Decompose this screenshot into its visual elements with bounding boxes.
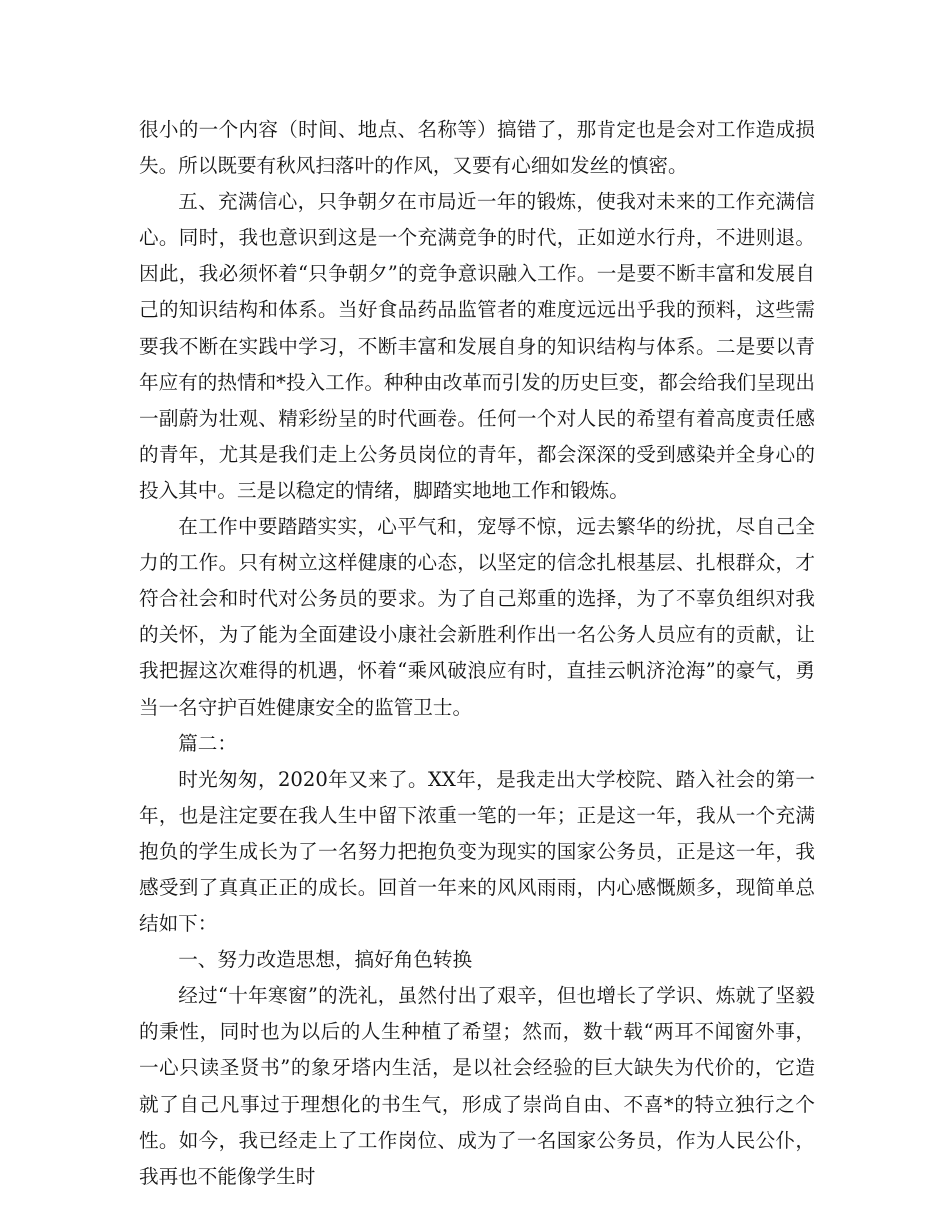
paragraph-continuation: 很小的一个内容（时间、地点、名称等）搞错了，那肯定也是会对工作造成损失。所以既要有秋风扫落叶的作风，又要有心细如发丝的慎密。 (139, 118, 815, 178)
section-heading-role-change: 一、努力改造思想，搞好角色转换 (178, 948, 473, 972)
document-body (139, 112, 815, 1195)
section-heading-part-two: 篇二： (178, 731, 237, 755)
paragraph-year-review: 时光匆匆，2020年又来了。XX年，是我走出大学校院、踏入社会的第一年，也是注定要在我人生中留下浓重一笔的一年；正是这一年，我从一个充满抱负的学生成长为了一名努力把抱负变为现实的国家公务员，正是这一年，我感受到了真真正正的成长。回首一年来的风风雨雨，内心感慨颇多，现简单总结如下： (139, 767, 815, 936)
paragraph-section-five: 五、充满信心，只争朝夕在市局近一年的锻炼，使我对未来的工作充满信心。同时，我也意识到这是一个充满竞争的时代，正如逆水行舟，不进则退。因此，我必须怀着“只争朝夕”的竞争意识融入工作。一是要不断丰富和发展自己的知识结构和体系。当好食品药品监管者的难度远远出乎我的预料，这些需要我不断在实践中学习，不断丰富和发展自身的知识结构与体系。二是要以青年应有的热情和*投入工作。种种由改革而引发的历史巨变，都会给我们呈现出一副蔚为壮观、精彩纷呈的时代画卷。任何一个对人民的希望有着高度责任感的青年，尤其是我们走上公务员岗位的青年，都会深深的受到感染并全身心的投入其中。三是以稳定的情绪，脚踏实地地工作和锻炼。 (139, 190, 815, 502)
paragraph-work-attitude: 在工作中要踏踏实实，心平气和，宠辱不惊，远去繁华的纷扰，尽自己全力的工作。只有树立这样健康的心态，以坚定的信念扎根基层、扎根群众，才符合社会和时代对公务员的要求。为了自己郑重的选择，为了不辜负组织对我的关怀，为了能为全面建设小康社会新胜利作出一名公务人员应有的贡献，让我把握这次难得的机遇，怀着“乘风破浪应有时，直挂云帆济沧海”的豪气，勇当一名守护百姓健康安全的监管卫士。 (139, 515, 815, 719)
paragraph-study-years: 经过“十年寒窗”的洗礼，虽然付出了艰辛，但也增长了学识、炼就了坚毅的秉性，同时也为以后的人生种植了希望；然而，数十载“两耳不闻窗外事，一心只读圣贤书”的象牙塔内生活，是以社会经验的巨大缺失为代价的，它造就了自己凡事过于理想化的书生气，形成了崇尚自由、不喜*的特立独行之个性。如今，我已经走上了工作岗位、成为了一名国家公务员，作为人民公仆，我再也不能像学生时 (139, 984, 815, 1188)
